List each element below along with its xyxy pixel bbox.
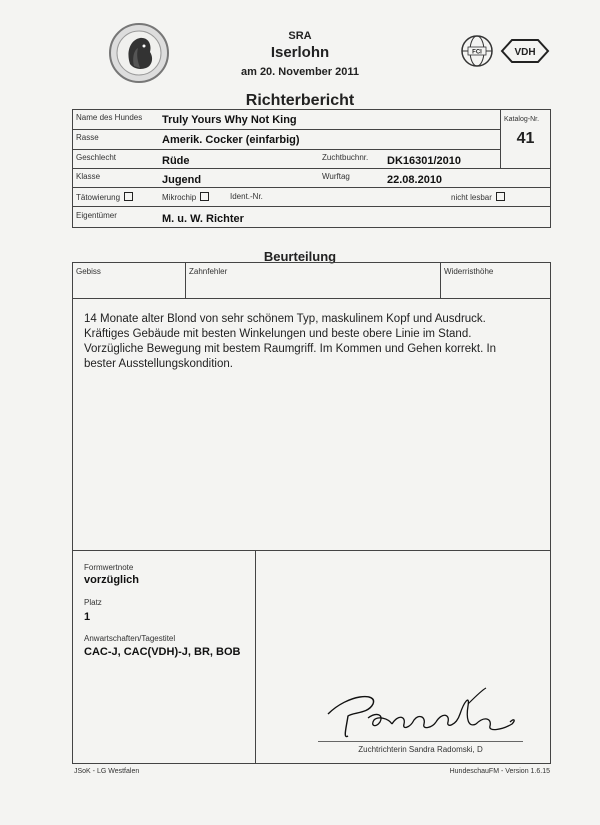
owner-value: M. u. W. Richter [162, 213, 244, 225]
ident-label: Ident.-Nr. [230, 192, 263, 201]
dog-name-value: Truly Yours Why Not King [162, 114, 297, 126]
tattoo-label: Tätowierung [76, 193, 121, 202]
titles-value: CAC-J, CAC(VDH)-J, BR, BOB [84, 646, 241, 658]
tattoo-checkbox[interactable] [124, 192, 133, 201]
sex-value: Rüde [162, 155, 190, 167]
studbook-label: Zuchtbuchnr. [322, 153, 369, 162]
judge-signature [318, 684, 523, 742]
place-value: 1 [84, 611, 91, 623]
owner-label: Eigentümer [76, 211, 117, 220]
report-title: Richterbericht [245, 92, 355, 109]
microchip-field [162, 192, 209, 202]
catalog-value: 41 [516, 130, 535, 147]
svg-text:FCI: FCI [472, 49, 482, 56]
organizer: SRA [288, 30, 312, 42]
class-value: Jugend [162, 174, 202, 186]
fci-logo [460, 34, 494, 68]
show-date: am 20. November 2011 [240, 66, 360, 78]
footer-right: HundeschauFM - Version 1.6.15 [449, 768, 550, 775]
tattoo-field [76, 192, 133, 202]
unreadable-field [451, 192, 505, 202]
grade-label: Formwertnote [84, 563, 134, 572]
titles-label: Anwartschaften/Tagestitel [84, 634, 176, 643]
breed-label: Rasse [76, 133, 99, 142]
dog-name-label: Name des Hundes [76, 113, 143, 122]
vdh-logo [500, 38, 550, 64]
microchip-checkbox[interactable] [200, 192, 209, 201]
studbook-value: DK16301/2010 [387, 155, 462, 167]
show-city: Iserlohn [270, 44, 330, 61]
evaluation-text: 14 Monate alter Blond von sehr schönem Typ, maskulinem Kopf und Ausdruck. Kräftiges Gebäude mit besten Winkelungen und beste obere Linie im Stand. Vorzügliche Bewegung mit bestem Raumgriff. Im Kommen und Gehen korrekt. In bester Ausstellungskondition. [84, 313, 497, 370]
teeth-label: Gebiss [76, 267, 101, 276]
unreadable-checkbox[interactable] [496, 192, 505, 201]
breed-value: Amerik. Cocker (einfarbig) [162, 134, 300, 146]
missing-teeth-label: Zahnfehler [189, 267, 228, 276]
catalog-label: Katalog-Nr. [504, 116, 540, 123]
microchip-label: Mikrochip [162, 193, 197, 202]
evaluation-title: Beurteilung [263, 249, 337, 264]
height-label: Widerristhöhe [444, 267, 494, 276]
grade-value: vorzüglich [84, 574, 140, 586]
sex-label: Geschlecht [76, 153, 117, 162]
unreadable-label: nicht lesbar [451, 193, 492, 202]
club-logo [108, 22, 170, 84]
birth-value: 22.08.2010 [387, 174, 443, 186]
place-label: Platz [84, 598, 102, 607]
birth-label: Wurftag [322, 172, 350, 181]
judge-caption: Zuchtrichterin Sandra Radomski, D [358, 745, 483, 754]
footer-left: JSoK - LG Westfalen [74, 768, 140, 775]
class-label: Klasse [76, 172, 101, 181]
svg-text:VDH: VDH [514, 47, 536, 58]
